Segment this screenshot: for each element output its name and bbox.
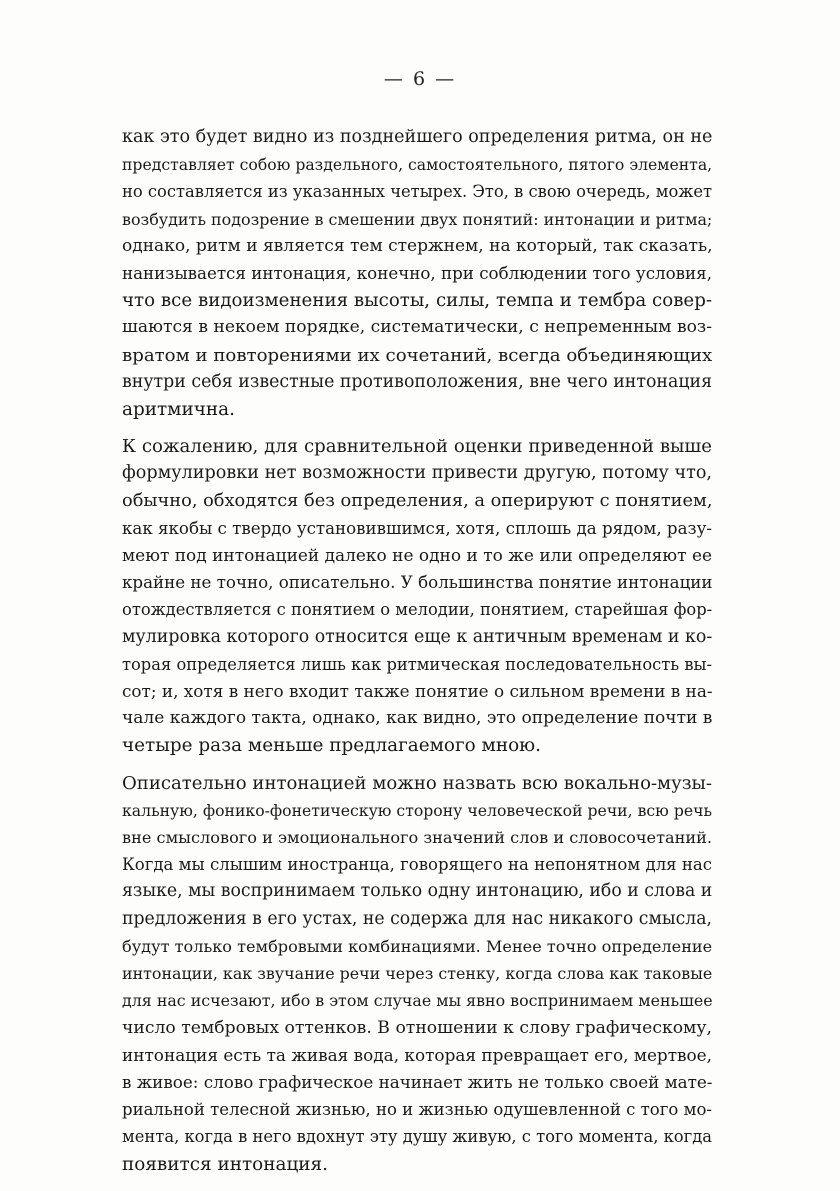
- text-line: отождествляется с понятием о мелодии, понятием, старейшая фор-: [122, 600, 713, 620]
- text-line: возбудить подозрение в смешении двух понятий: интонации и ритма;: [122, 209, 713, 229]
- body-text: [122, 124, 712, 1178]
- paragraph: [122, 433, 712, 759]
- text-line: вне смыслового и эмоционального значений слов и словосочетаний.: [122, 828, 713, 848]
- text-line: обычно, обходятся без определения, а оперируют с понятием,: [122, 490, 713, 511]
- text-line: появится интонация.: [122, 1153, 328, 1175]
- text-line: сот; и, хотя в него входит также понятие о сильном времени в на-: [122, 681, 713, 702]
- text-line: чале каждого такта, однако, как видно, это определение почти в: [122, 708, 713, 729]
- text-line: мулировка которого относится еще к античным временам и ко-: [122, 626, 713, 647]
- text-line: для нас исчезают, ибо в этом случае мы явно воспринимаем меньшее: [122, 991, 713, 1011]
- text-line: мента, когда в него вдохнут эту душу живую, с того момента, когда: [122, 1127, 713, 1147]
- text-line: аритмична.: [122, 399, 235, 421]
- text-line: как якобы с твердо установившимся, хотя, сплошь да рядом, разу-: [122, 518, 712, 538]
- text-line: торая определяется лишь как ритмическая последовательность вы-: [122, 654, 712, 674]
- text-line: число тембровых оттенков. В отношении к слову графическому,: [122, 1017, 712, 1038]
- text-line: шаются в некоем порядке, систематически, с непременным воз-: [122, 317, 712, 338]
- paragraph: [122, 770, 712, 1178]
- text-line: крайне не точно, описательно. У большинства понятие интонации: [122, 573, 713, 593]
- text-line: предложения в его устах, не содержа для нас никакого смысла,: [122, 908, 712, 929]
- text-line: Когда мы слышим иностранца, говорящего на непонятном для нас: [122, 855, 712, 875]
- text-line: языке, мы воспринимаем только одну интонацию, ибо и слова и: [122, 881, 713, 902]
- text-line: однако, ритм и является тем стержнем, на который, так сказать,: [122, 235, 713, 256]
- text-line: в живое: слово графическое начинает жить не только своей мате-: [122, 1071, 713, 1092]
- text-line: риальной телесной жизнью, но и жизнью одушевленной с того мо-: [122, 1100, 712, 1120]
- text-line: формулировки нет возможности привести другую, потому что,: [122, 463, 712, 484]
- paragraph: [122, 124, 712, 423]
- text-line: Описательно интонацией можно назвать всю вокально-музы-: [122, 772, 712, 794]
- text-line: что все видоизменения высоты, силы, темпа и тембра совер-: [122, 290, 712, 312]
- text-line: интонация есть та живая вода, которая превращает его, мертвое,: [122, 1044, 713, 1065]
- text-line: как это будет видно из позднейшего определения ритма, он не: [122, 127, 713, 147]
- text-line: меют под интонацией далеко не одно и то же или определяют ее: [122, 545, 712, 566]
- text-line: четыре раза меньше предлагаемого мною.: [122, 735, 542, 757]
- text-line: К сожалению, для сравнительной оценки приведенной выше: [122, 436, 712, 458]
- text-line: вратом и повторениями их сочетаний, всегда объединяющих: [122, 344, 713, 366]
- text-line: интонации, как звучание речи через стенку, когда слова как таковые: [122, 964, 713, 984]
- page-number: — 6 —: [383, 68, 457, 90]
- text-line: будут только тембровыми комбинациями. Менее точно определение: [122, 936, 713, 956]
- text-line: внутри себя известные противоположения, вне чего интонация: [122, 371, 713, 392]
- text-line: нанизывается интонация, конечно, при соблюдении того условия,: [122, 264, 712, 284]
- text-line: представляет собою раздельного, самостоятельного, пятого элемента,: [122, 155, 713, 175]
- text-line: кальную, фонико-фонетическую сторону человеческой речи, всю речь: [122, 800, 712, 820]
- text-line: но составляется из указанных четырех. Это, в свою очередь, может: [122, 182, 712, 202]
